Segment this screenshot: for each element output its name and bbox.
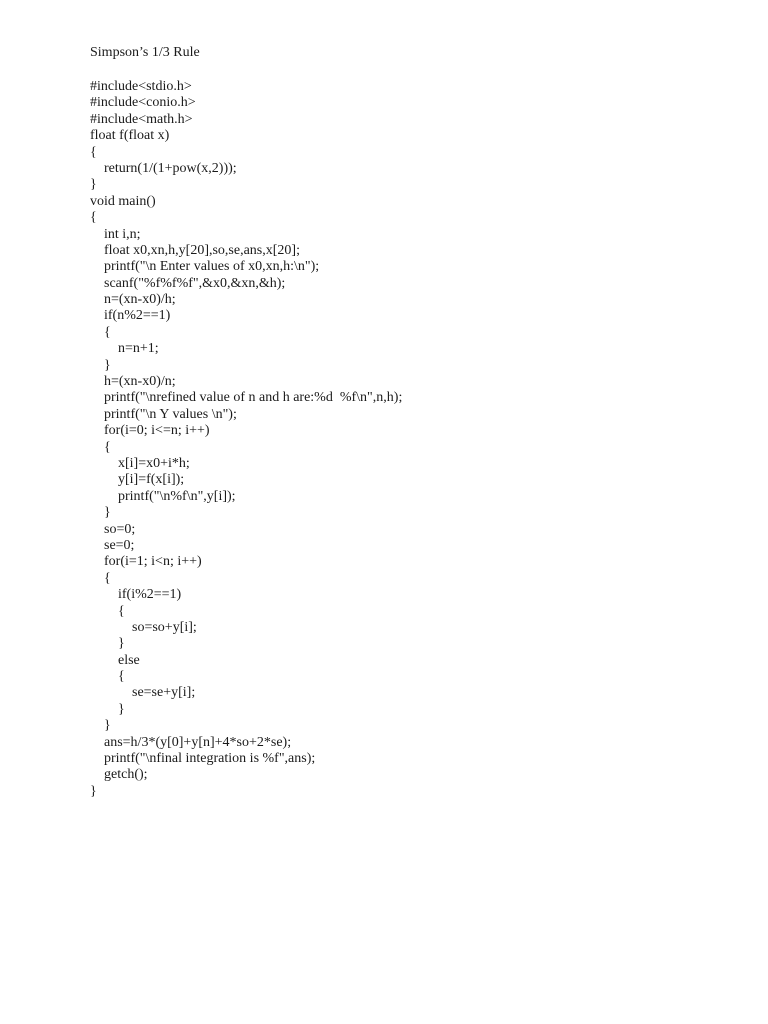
code-line: h=(xn-x0)/n;: [90, 374, 176, 390]
code-line: {: [90, 439, 111, 455]
code-line: n=(xn-x0)/h;: [90, 292, 176, 308]
code-line: }: [90, 783, 97, 799]
document-title: Simpson’s 1/3 Rule: [90, 45, 200, 60]
code-line: so=0;: [90, 521, 136, 537]
code-line: getch();: [90, 767, 148, 783]
code-line: se=0;: [90, 537, 135, 553]
code-line: scanf("%f%f%f",&x0,&xn,&h);: [90, 275, 286, 291]
code-line: for(i=1; i<n; i++): [90, 554, 202, 570]
code-line: }: [90, 357, 111, 373]
code-line: float x0,xn,h,y[20],so,se,ans,x[20];: [90, 242, 300, 258]
code-line: if(n%2==1): [90, 308, 171, 324]
code-line: {: [90, 570, 111, 586]
code-line: {: [90, 324, 111, 340]
code-line: }: [90, 701, 125, 717]
code-line: printf("\n%f\n",y[i]);: [90, 488, 236, 504]
code-line: #include<stdio.h>: [90, 79, 192, 94]
code-line: }: [90, 177, 97, 193]
code-line: }: [90, 636, 125, 652]
code-line: printf("\n Enter values of x0,xn,h:\n");: [90, 259, 320, 275]
code-line: #include<math.h>: [90, 111, 193, 127]
code-line: void main(): [90, 193, 156, 209]
code-line: if(i%2==1): [90, 587, 182, 603]
code-line: printf("\nfinal integration is %f",ans);: [90, 751, 316, 767]
code-line: float f(float x): [90, 128, 170, 144]
code-line: {: [90, 669, 125, 685]
code-line: y[i]=f(x[i]);: [90, 472, 185, 488]
code-line: ans=h/3*(y[0]+y[n]+4*so+2*se);: [90, 734, 292, 750]
code-line: x[i]=x0+i*h;: [90, 455, 190, 471]
code-line: {: [90, 144, 97, 160]
code-line: se=se+y[i];: [90, 685, 196, 701]
code-line: }: [90, 718, 111, 734]
code-line: {: [90, 603, 125, 619]
code-line: }: [90, 505, 111, 521]
code-line: {: [90, 210, 97, 226]
code-line: return(1/(1+pow(x,2)));: [90, 160, 237, 176]
code-listing: [90, 79, 402, 800]
code-line: printf("\nrefined value of n and h are:%d %f\n",n,h);: [90, 390, 403, 406]
code-line: for(i=0; i<=n; i++): [90, 423, 210, 439]
code-line: n=n+1;: [90, 341, 159, 357]
code-line: so=so+y[i];: [90, 619, 197, 635]
code-line: int i,n;: [90, 226, 141, 242]
code-line: printf("\n Y values \n");: [90, 406, 237, 422]
code-line: else: [90, 652, 140, 668]
code-line: #include<conio.h>: [90, 95, 196, 111]
